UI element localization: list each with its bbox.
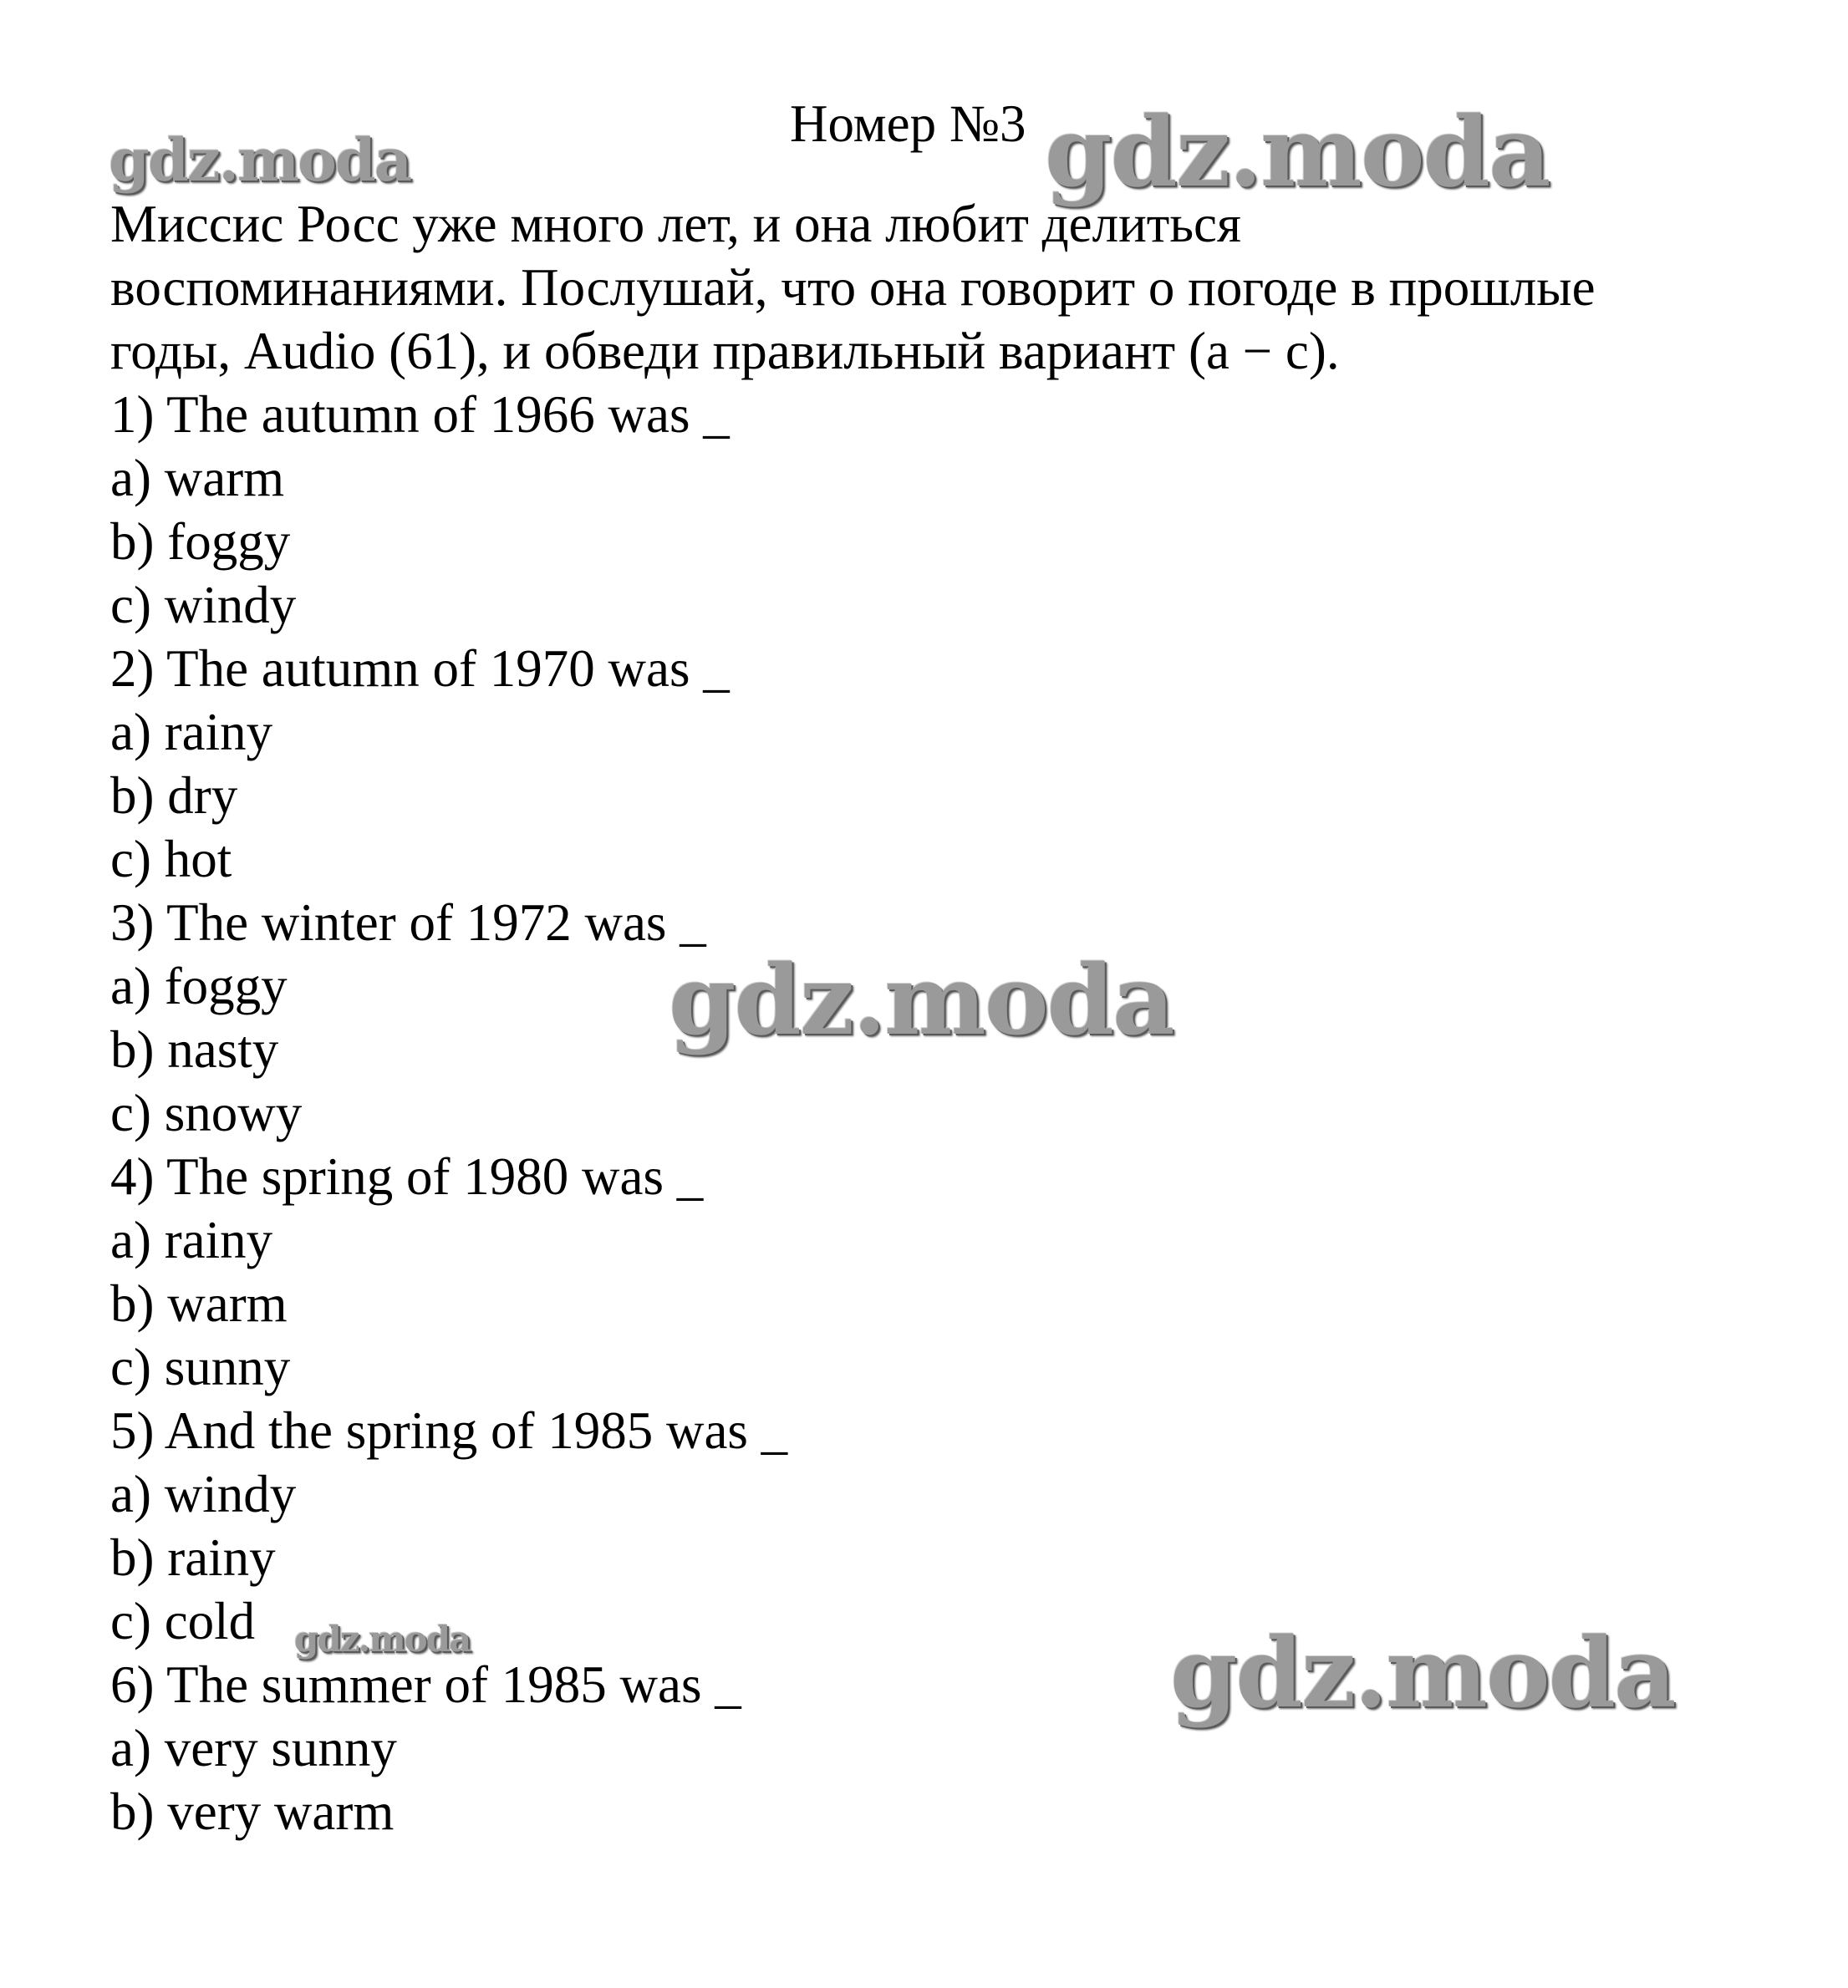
watermark-logo: gdz.moda (1170, 1617, 1675, 1730)
watermark-logo: gdz.moda (294, 1619, 471, 1660)
instruction-line: воспоминаниями. Послушай, что она говорит о погоде в прошлые (110, 258, 1596, 317)
answer-option: c) windy (110, 576, 297, 634)
question-prompt: 4) The spring of 1980 was _ (110, 1147, 704, 1206)
answer-option: b) foggy (110, 512, 291, 571)
question-prompt: 1) The autumn of 1966 was _ (110, 385, 730, 444)
answer-option: b) nasty (110, 1020, 279, 1079)
task-number-heading: Номер №3 (790, 94, 1026, 153)
question-prompt: 2) The autumn of 1970 was _ (110, 639, 730, 698)
answer-option: b) very warm (110, 1782, 395, 1841)
question-prompt: 6) The summer of 1985 was _ (110, 1655, 741, 1714)
question-prompt: 5) And the spring of 1985 was _ (110, 1401, 788, 1460)
instruction-line: Миссис Росс уже много лет, и она любит делиться (110, 195, 1241, 253)
answer-option: b) rainy (110, 1528, 276, 1587)
watermark-logo: gdz.moda (109, 125, 411, 195)
answer-option: c) snowy (110, 1084, 303, 1142)
answer-option: a) very sunny (110, 1719, 397, 1777)
answer-option: a) rainy (110, 1211, 273, 1269)
answer-option: a) rainy (110, 703, 273, 761)
answer-option: c) hot (110, 830, 232, 888)
answer-option: a) foggy (110, 957, 288, 1015)
answer-option: b) warm (110, 1274, 288, 1333)
answer-option: c) sunny (110, 1338, 291, 1396)
instruction-line: годы, Audio (61), и обведи правильный вариант (a − c). (110, 322, 1340, 380)
answer-option: a) windy (110, 1465, 297, 1523)
answer-option: b) dry (110, 766, 238, 825)
watermark-logo: gdz.moda (1045, 96, 1550, 209)
answer-option: c) cold (110, 1592, 256, 1650)
answer-option: a) warm (110, 449, 285, 507)
question-prompt: 3) The winter of 1972 was _ (110, 893, 706, 952)
watermark-logo: gdz.moda (669, 944, 1173, 1057)
